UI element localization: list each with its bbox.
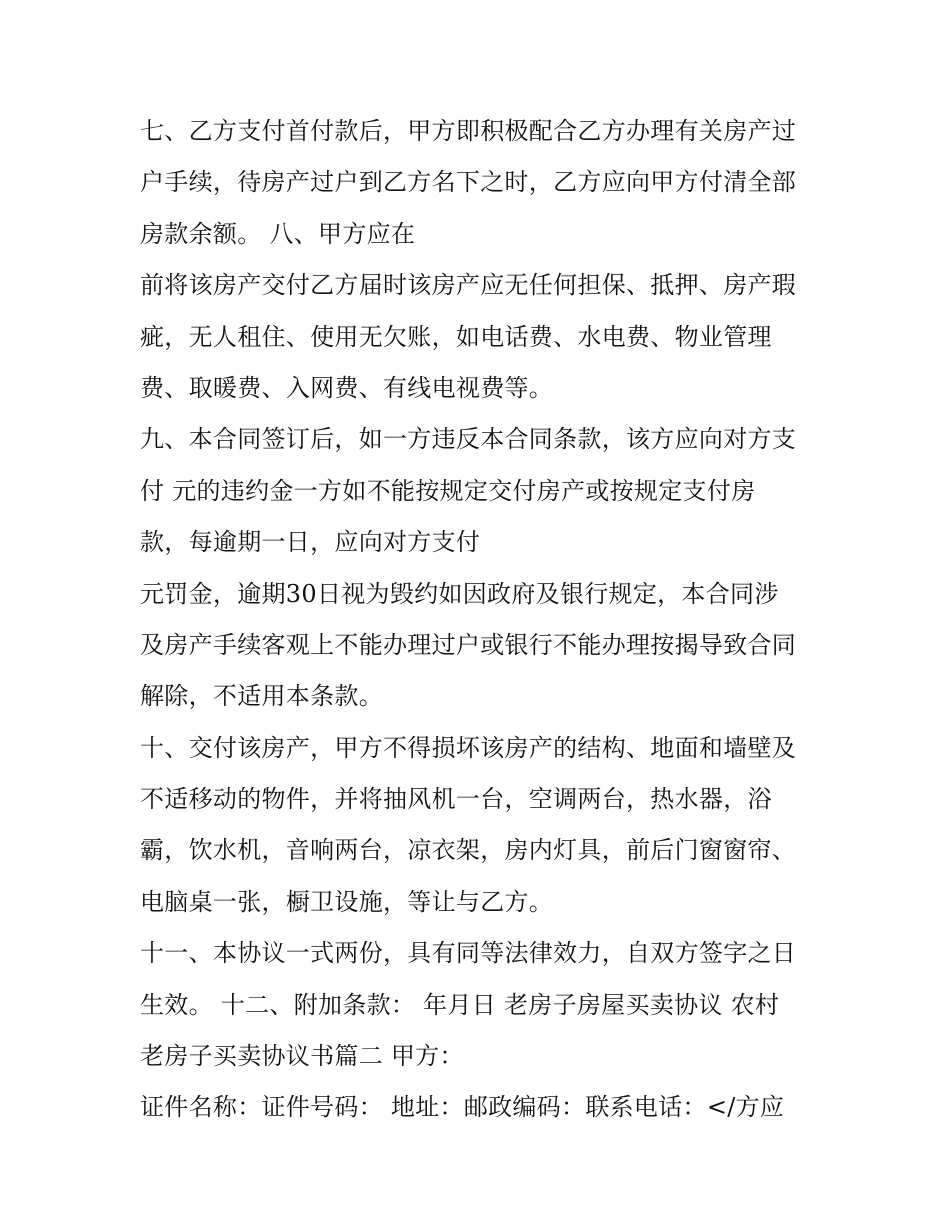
text-line: 七、乙方支付首付款后，甲方即积极配合乙方办理有关房产过 [140,117,797,145]
text-line: 十一、本协议一式两份，具有同等法律效力，自双方签字之日 [140,939,797,968]
text-line: 老房子买卖协议书篇二 甲方： [140,1042,464,1071]
text-line: 款，每逾期一日，应向对方支付 [140,528,481,557]
text-line: 费、取暖费、入网费、有线电视费等。 [140,373,554,402]
text-line: 九、本合同签订后，如一方违反本合同条款，该方应向对方支 [140,425,797,454]
text-line: 元罚金，逾期30日视为毁约如因政府及银行规定，本合同涉 [140,579,779,608]
contract-text [140,106,830,1134]
text-line: 不适移动的物件，并将抽风机一台，空调两台，热水器，浴 [140,785,772,814]
text-line: 房款余额。 八、甲方应在 [140,219,416,248]
text-line: 电脑桌一张，橱卫设施，等让与乙方。 [140,887,554,916]
text-line: 解除，不适用本条款。 [140,682,383,711]
text-line: 霸，饮水机，音响两台，凉衣架，房内灯具，前后门窗窗帘、 [140,836,797,865]
text-line: 户手续，待房产过户到乙方名下之时，乙方应向甲方付清全部 [140,168,797,197]
text-line: 及房产手续客观上不能办理过户或银行不能办理按揭导致合同 [140,630,797,659]
text-line: 证件名称：证件号码： 地址：邮政编码：联系电话：</方应 [140,1093,785,1122]
text-line: 疵，无人租住、使用无欠账，如电话费、水电费、物业管理 [140,322,772,351]
text-line: 付 元的违约金一方如不能按规定交付房产或按规定支付房 [140,476,756,505]
text-line: 生效。 十二、附加条款： 年月日 老房子房屋买卖协议 农村 [140,990,780,1019]
text-line: 前将该房产交付乙方届时该房产应无任何担保、抵押、房产瑕 [140,271,797,300]
text-line: 十、交付该房产，甲方不得损坏该房产的结构、地面和墙壁及 [140,733,797,762]
